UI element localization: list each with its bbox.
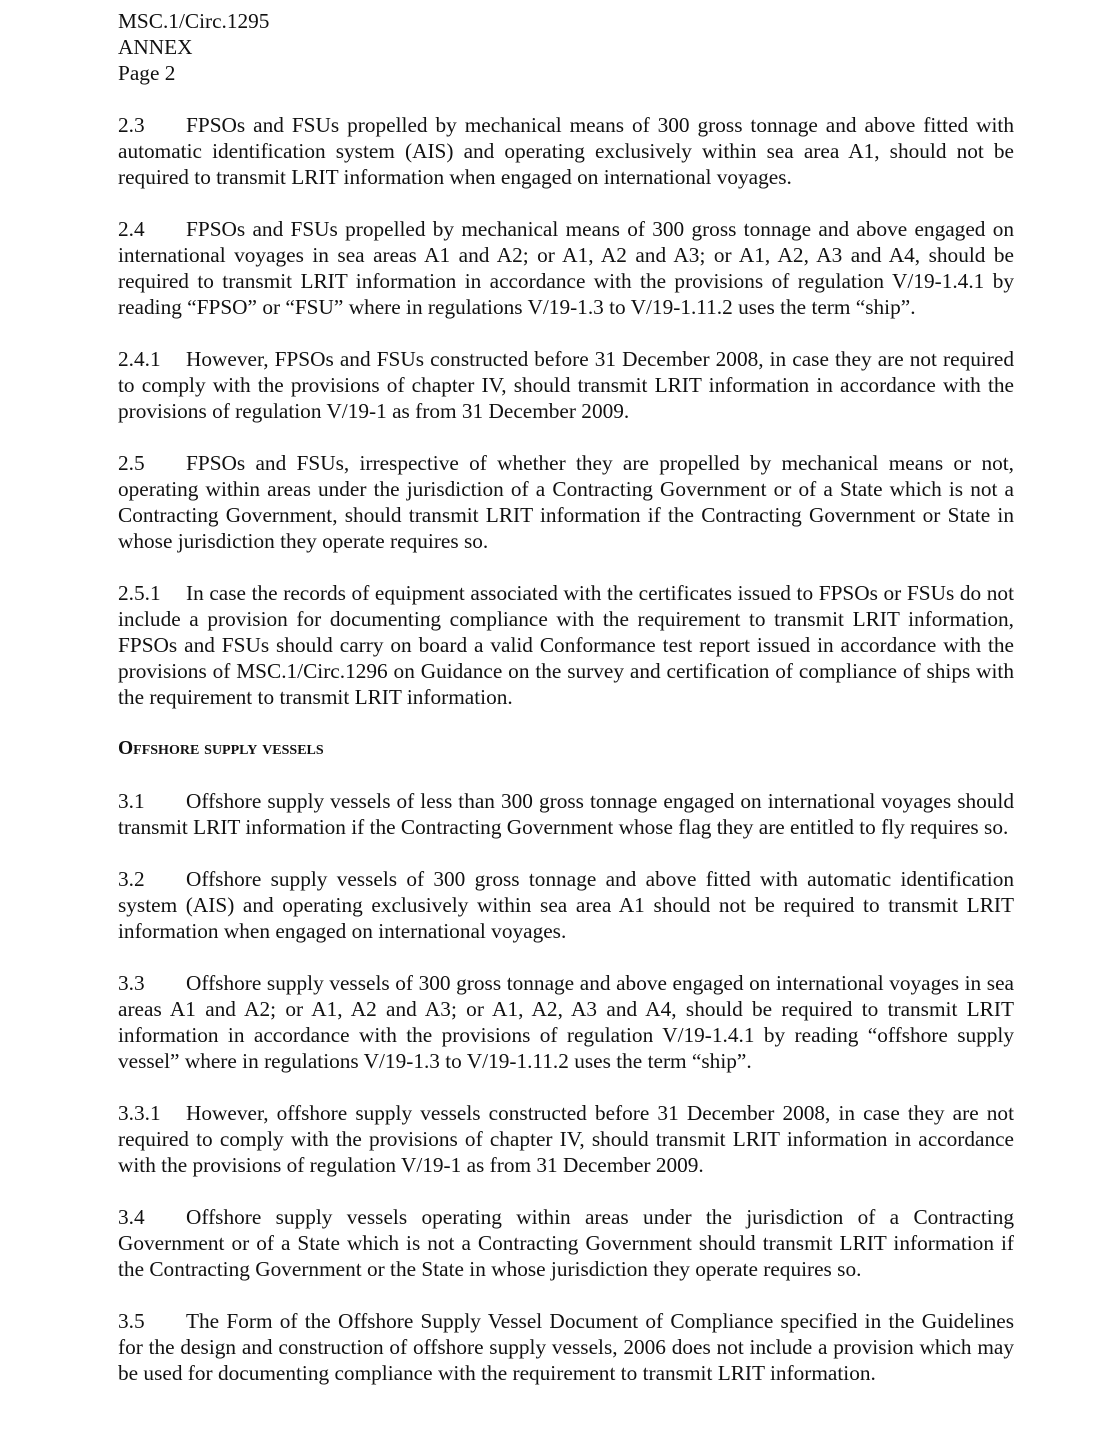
paragraph-number: 3.2 <box>118 867 145 891</box>
paragraph-number: 2.4.1 <box>118 347 161 371</box>
paragraph-number: 2.5.1 <box>118 581 161 605</box>
paragraph-text: The Form of the Offshore Supply Vessel Document of Compliance specified in the Guidelines for the design and construction of offshore supply vessels, 2006 does not include a provision which may be used for documenting compliance with the requirement to transmit LRIT information. <box>118 1309 1014 1385</box>
paragraph-text: FPSOs and FSUs propelled by mechanical means of 300 gross tonnage and above engaged on international voyages in sea areas A1 and A2; or A1, A2 and A3; or A1, A2, A3 and A4, should be required to transmit LRIT information in accordance with the provisions of regulation V/19-1.4.1 by reading “FPSO” or “FSU” where in regulations V/19-1.3 to V/19-1.11.2 uses the term “ship”. <box>118 217 1014 319</box>
paragraph-text: FPSOs and FSUs, irrespective of whether they are propelled by mechanical means or not, operating within areas under the jurisdiction of a Contracting Government or of a State which is not a Contracting Government, should transmit LRIT information if the Contracting Government or State in whose jurisdiction they operate requires so. <box>118 451 1014 553</box>
paragraph-3-3 <box>118 970 1014 1074</box>
section-heading: Offshore supply vessels <box>118 738 324 759</box>
paragraph-text: Offshore supply vessels of 300 gross tonnage and above fitted with automatic identification system (AIS) and operating exclusively within sea area A1 should not be required to transmit LRIT information when engaged on international voyages. <box>118 867 1014 943</box>
paragraph-3-5 <box>118 1308 1014 1386</box>
paragraph-2-4-1 <box>118 346 1014 424</box>
paragraph-number: 3.4 <box>118 1205 145 1229</box>
document-page <box>118 8 1014 1386</box>
paragraph-text: Offshore supply vessels of 300 gross tonnage and above engaged on international voyages in sea areas A1 and A2; or A1, A2 and A3; or A1, A2, A3 and A4, should be required to transmit LRIT information in accordance with the provisions of regulation V/19-1.4.1 by reading “offshore supply vessel” where in regulations V/19-1.3 to V/19-1.11.2 uses the term “ship”. <box>118 971 1014 1073</box>
paragraph-text: Offshore supply vessels of less than 300 gross tonnage engaged on international voyages should transmit LRIT information if the Contracting Government whose flag they are entitled to fly requires so. <box>118 789 1014 839</box>
doc-reference: MSC.1/Circ.1295 <box>118 9 270 33</box>
paragraph-number: 3.5 <box>118 1309 145 1333</box>
annex-label: ANNEX <box>118 35 193 59</box>
paragraph-3-3-1 <box>118 1100 1014 1178</box>
paragraph-3-4 <box>118 1204 1014 1282</box>
paragraph-text: However, FPSOs and FSUs constructed before 31 December 2008, in case they are not required to comply with the provisions of chapter IV, should transmit LRIT information in accordance with the provisions of regulation V/19-1 as from 31 December 2009. <box>118 347 1014 423</box>
paragraph-number: 3.1 <box>118 789 145 813</box>
paragraph-number: 3.3.1 <box>118 1101 161 1125</box>
paragraph-text: In case the records of equipment associated with the certificates issued to FPSOs or FSUs do not include a provision for documenting compliance with the requirement to transmit LRIT information, FPSOs and FSUs should carry on board a valid Conformance test report issued in accordance with the provisions of MSC.1/Circ.1296 on Guidance on the survey and certification of compliance of ships with the requirement to transmit LRIT information. <box>118 581 1014 709</box>
paragraph-number: 2.5 <box>118 451 145 475</box>
paragraph-3-2 <box>118 866 1014 944</box>
paragraph-2-5 <box>118 450 1014 554</box>
paragraph-number: 2.3 <box>118 113 145 137</box>
paragraph-3-1 <box>118 788 1014 840</box>
paragraph-text: FPSOs and FSUs propelled by mechanical means of 300 gross tonnage and above fitted with automatic identification system (AIS) and operating exclusively within sea area A1, should not be required to transmit LRIT information when engaged on international voyages. <box>118 113 1014 189</box>
page-number: Page 2 <box>118 61 176 85</box>
paragraph-2-5-1 <box>118 580 1014 710</box>
paragraph-2-4 <box>118 216 1014 320</box>
paragraph-text: However, offshore supply vessels constructed before 31 December 2008, in case they are not required to comply with the provisions of chapter IV, should transmit LRIT information in accordance with the provisions of regulation V/19-1 as from 31 December 2009. <box>118 1101 1014 1177</box>
paragraph-number: 3.3 <box>118 971 145 995</box>
paragraph-number: 2.4 <box>118 217 145 241</box>
paragraph-2-3 <box>118 112 1014 190</box>
paragraph-text: Offshore supply vessels operating within areas under the jurisdiction of a Contracting Government or of a State which is not a Contracting Government should transmit LRIT information if the Contracting Government or the State in whose jurisdiction they operate requires so. <box>118 1205 1014 1281</box>
